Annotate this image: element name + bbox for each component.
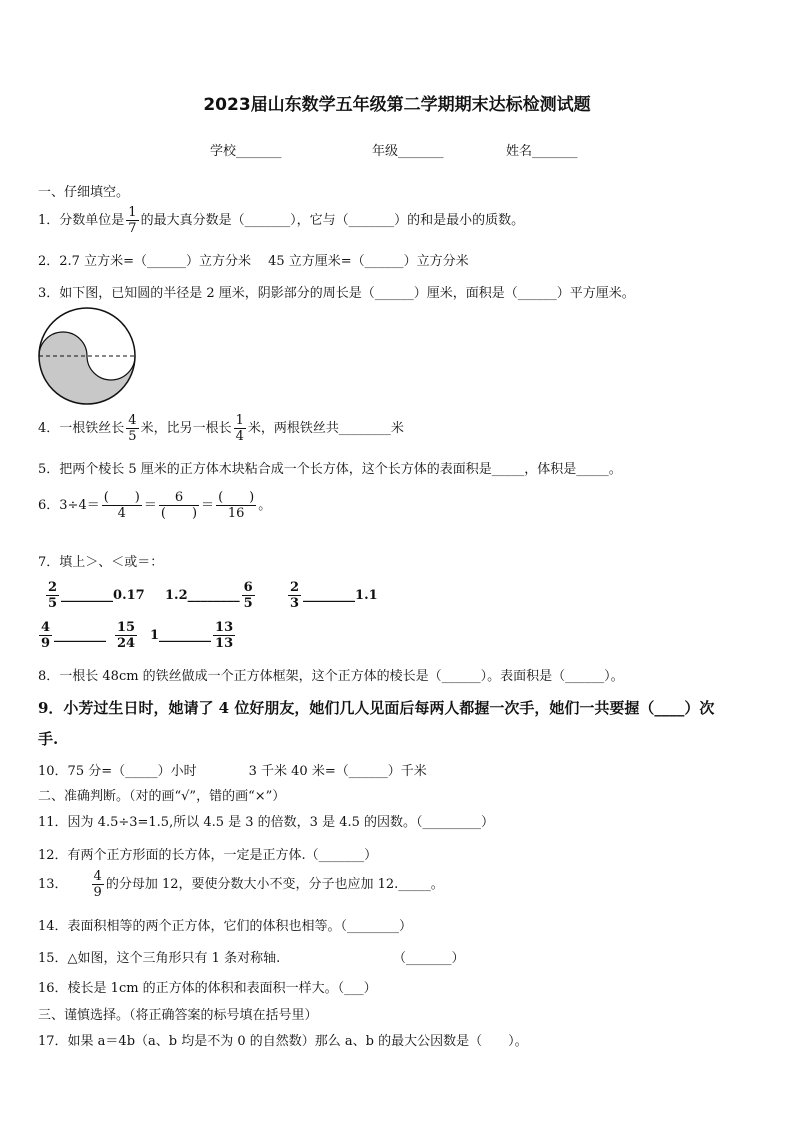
q6-fraction-3	[216, 491, 256, 520]
q6-f2-num: 6	[174, 490, 184, 505]
q4-num: 4．	[38, 421, 60, 436]
q7-r1a-num: 2	[48, 580, 58, 595]
section-heading-2: 二、准确判断。（对的画“√”，错的画“×”）	[38, 789, 286, 804]
q7-r2a-post: ________	[54, 628, 107, 643]
question-14: 14．表面积相等的两个正方体，它们的体积也相等。（________）	[38, 919, 413, 934]
q7-r1c-den: 3	[290, 596, 300, 611]
q4-text-a: 一根铁丝长	[59, 421, 125, 436]
q7-r2b-num: 15	[117, 620, 136, 635]
q6-eq-1: ＝	[143, 498, 157, 513]
question-9-line-2: 手.	[38, 730, 59, 748]
page-title: 2023届山东数学五年级第二学期期末达标检测试题	[203, 95, 591, 115]
question-16: 16．棱长是 1cm 的正方体的体积和表面积一样大。（___）	[38, 981, 377, 996]
question-3: 3．如下图，已知圆的半径是 2 厘米，阴影部分的周长是（______）厘米，面积是（______）平方厘米。	[38, 286, 635, 301]
question-1	[38, 206, 524, 235]
question-2: 2．2.7 立方米=（______）立方分米 45 立方厘米=（______）立方分米	[38, 254, 469, 269]
q4-text-b: 米，比另一根长	[140, 421, 232, 436]
q7-item-2	[165, 581, 257, 610]
q7-r1c-fraction	[288, 581, 301, 610]
q1-post: 的最大真分数是（_______），它与（_______）的和是最小的质数。	[140, 213, 525, 228]
q7-r2c-num: 13	[215, 620, 234, 635]
question-8: 8．一根长 48cm 的铁丝做成一个正方体框架，这个正方体的棱长是（______）。表面积是（______）。	[38, 669, 624, 684]
question-15: 15．△如图，这个三角形只有 1 条对称轴.	[38, 951, 281, 966]
q4-fraction-2	[234, 414, 246, 443]
q7-item-5	[113, 621, 139, 650]
q7-r2a-den: 9	[41, 636, 51, 651]
question-9-line-1: 9．小芳过生日时，她请了 4 位好朋友，她们几人见面后每两人都握一次手，她们一共要握（____）次	[38, 699, 715, 717]
section-heading-3: 三、谨慎选择。（将正确答案的标号填在括号里）	[38, 1008, 318, 1023]
question-5: 5．把两个棱长 5 厘米的正方体木块粘合成一个长方体，这个长方体的表面积是_____，体积是_____。	[38, 462, 622, 477]
q15-answer-blank: （_______）	[393, 951, 465, 966]
school-field: 学校_______	[210, 144, 282, 159]
q4-text-c: 米，两根铁丝共________米	[247, 421, 404, 436]
q4-f1-den: 5	[128, 429, 137, 444]
question-17: 17．如果 a＝4b（a、b 均是不为 0 的自然数）那么 a、b 的最大公因数是（ ）。	[38, 1034, 528, 1049]
q7-r2b-den: 24	[117, 636, 136, 651]
q7-r1a-den: 5	[48, 596, 58, 611]
q7-r1b-den: 5	[243, 596, 253, 611]
q7-r1c-num: 2	[290, 580, 300, 595]
q6-f1-num: ( )	[103, 490, 140, 505]
q6-num: 6．	[38, 498, 60, 513]
q7-r2c-fraction	[213, 621, 235, 650]
q4-fraction-1	[126, 414, 138, 443]
q6-eq-2: ＝	[201, 498, 215, 513]
q6-f1-den: 4	[102, 505, 142, 520]
q6-f3-den: 16	[216, 505, 256, 520]
q7-r1c-post: ________1.1	[303, 588, 378, 603]
q1-fraction	[126, 206, 138, 235]
q7-r1a-post: ________0.17	[61, 588, 145, 603]
q7-r2c-pre: 1________	[150, 628, 212, 643]
q4-f1-num: 4	[128, 413, 137, 428]
q1-frac-den: 7	[128, 221, 137, 236]
q7-item-3	[286, 581, 378, 610]
q6-f2-den: ( )	[160, 506, 198, 521]
q13-frac-den: 9	[93, 885, 102, 900]
q7-item-4	[37, 621, 106, 650]
q7-r1a-fraction	[46, 581, 59, 610]
q6-fraction-2	[159, 491, 199, 520]
q7-r2c-den: 13	[215, 636, 234, 651]
q7-r1b-fraction	[242, 581, 255, 610]
q13-post: 的分母加 12，要使分数大小不变，分子也应加 12._____。	[105, 877, 444, 892]
q6-end: 。	[258, 498, 272, 513]
q6-expr: 3÷4＝	[59, 498, 100, 513]
q7-r2a-fraction	[39, 621, 52, 650]
name-field: 姓名_______	[506, 144, 578, 159]
q7-r1b-num: 6	[243, 580, 253, 595]
q6-f3-num: ( )	[218, 490, 255, 505]
q1-frac-num: 1	[128, 205, 137, 220]
q6-fraction-1	[102, 491, 142, 520]
grade-field: 年级_______	[372, 144, 444, 159]
q13-num: 13．	[38, 877, 68, 892]
yin-yang-circle-figure	[37, 306, 141, 410]
q7-r1b-pre: 1.2________	[165, 588, 240, 603]
question-11: 11．因为 4.5÷3=1.5,所以 4.5 是 3 的倍数，3 是 4.5 的因数。（_________）	[38, 815, 495, 830]
question-10: 10．75 分=（_____）小时 3 千米 40 米=（______）千米	[38, 764, 427, 779]
q1-num: 1．	[38, 213, 60, 228]
q7-item-6	[150, 621, 237, 650]
question-13	[38, 870, 444, 899]
question-6	[38, 491, 271, 520]
q7-item-1	[44, 581, 145, 610]
q7-r2b-fraction	[115, 621, 137, 650]
question-4	[38, 414, 404, 443]
question-7: 7．填上＞、＜或＝：	[38, 555, 164, 570]
q13-frac-num: 4	[93, 869, 102, 884]
q7-r2a-num: 4	[41, 620, 51, 635]
q4-f2-num: 1	[235, 413, 244, 428]
q4-f2-den: 4	[235, 429, 244, 444]
q13-fraction	[92, 870, 104, 899]
section-heading-1: 一、仔细填空。	[38, 185, 130, 200]
q1-pre: 分数单位是	[59, 213, 125, 228]
question-12: 12．有两个正方形面的长方体，一定是正方体.（_______）	[38, 848, 378, 863]
